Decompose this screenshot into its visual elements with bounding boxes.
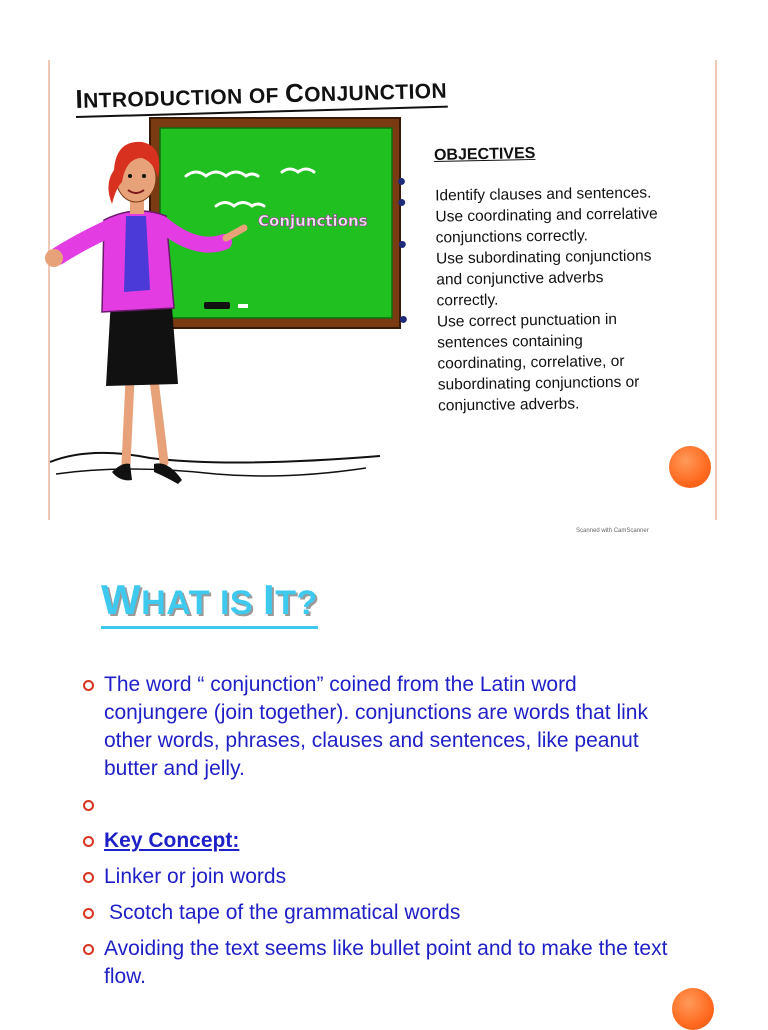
bullet-dot-icon <box>400 316 407 323</box>
ring-bullet-icon <box>83 872 94 883</box>
list-item: Linker or join words <box>82 863 682 891</box>
chalkboard-word: Conjunctions <box>258 212 368 230</box>
bullet-dot-icon <box>399 241 406 248</box>
slide-right-edge <box>715 60 717 520</box>
slide-title: INTRODUCTION OF CONJUNCTION <box>75 74 447 118</box>
key-concept-heading: Key Concept: <box>82 827 682 855</box>
definition-list <box>82 671 682 999</box>
ring-bullet-icon <box>83 680 94 691</box>
list-item <box>82 791 682 819</box>
ring-bullet-icon <box>83 800 94 811</box>
slide-what-is-it <box>0 545 768 1024</box>
list-item: Avoiding the text seems like bullet point and to make the text flow. <box>82 935 682 991</box>
teacher-at-chalkboard-illustration <box>46 112 398 522</box>
list-item: Scotch tape of the grammatical words <box>82 899 682 927</box>
list-item: The word “ conjunction” coined from the Latin word conjungere (join together). conjunctions are words that link other words, phrases, clauses and sentences, like peanut butter and jelly. <box>82 671 682 783</box>
objective-item: Use subordinating conjunctions and conjunctive adverbs correctly. <box>399 245 670 312</box>
ring-bullet-icon <box>83 908 94 919</box>
bullet-dot-icon <box>398 199 405 206</box>
objectives-heading: OBJECTIVES <box>433 144 536 165</box>
objectives-list <box>398 182 671 417</box>
orange-circle-decoration <box>669 446 711 488</box>
bullet-dot-icon <box>398 178 405 185</box>
objective-item: Use correct punctuation in sentences containing coordinating, correlative, or subordinating conjunctions or conjunctive adverbs. <box>400 308 671 417</box>
objective-item: Identify clauses and sentences. <box>398 182 668 207</box>
slide-title: WHAT IS IT? <box>101 577 318 629</box>
ring-bullet-icon <box>83 836 94 847</box>
objective-item: Use coordinating and correlative conjunctions correctly. <box>398 203 669 249</box>
ring-bullet-icon <box>83 944 94 955</box>
scanner-watermark: Scanned with CamScanner <box>576 528 649 534</box>
